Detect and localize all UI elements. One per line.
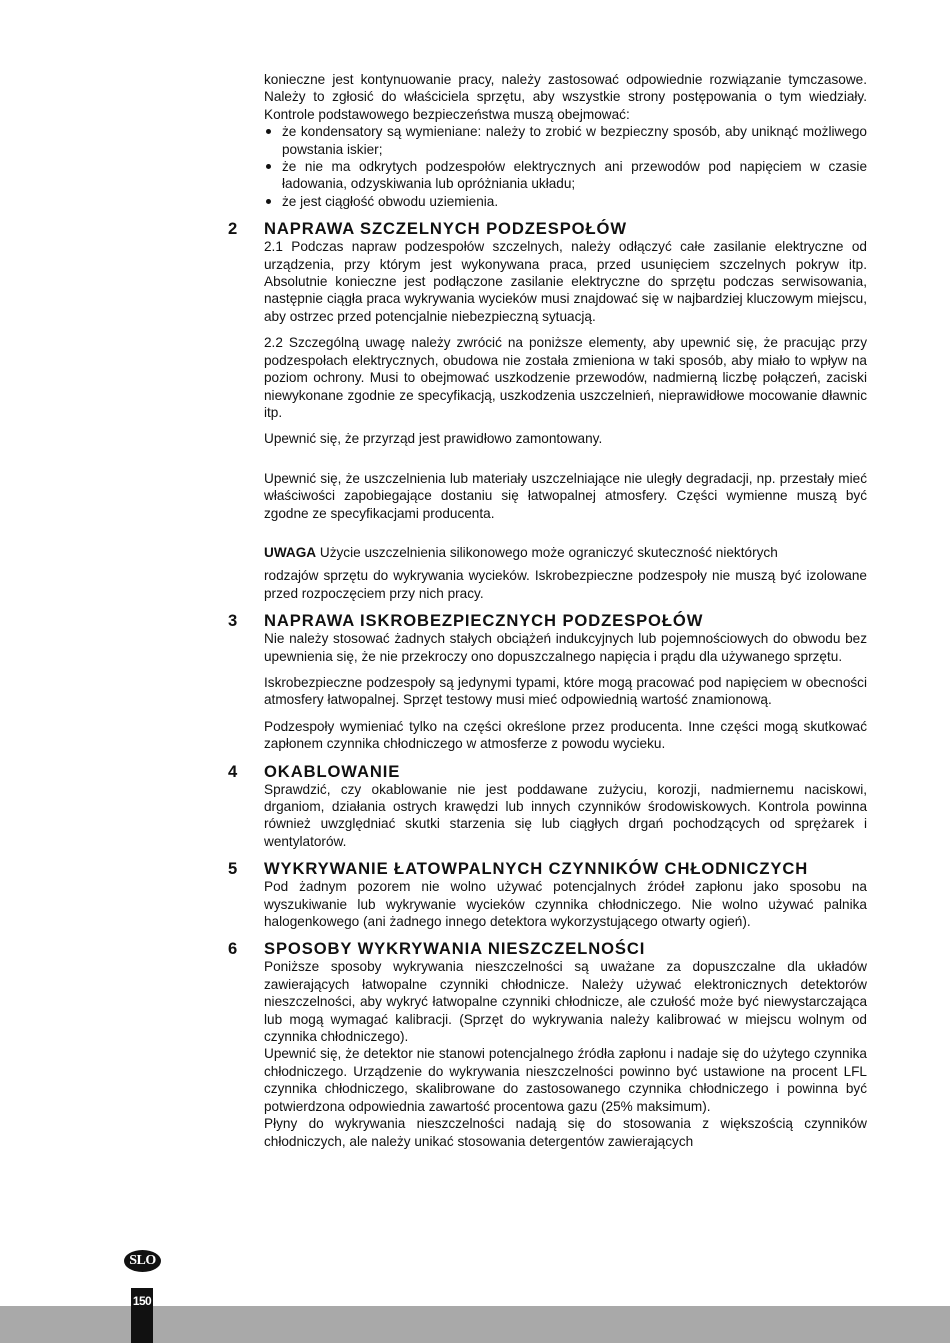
section-paragraph: Upewnić się, że uszczelnienia lub materiały uszczelniające nie uległy degradacji, np. przestały mieć właściwości zapobiegające dostaniu się łatwopalnej atmosfery. Części wymienne muszą być zgodne ze specyfikacjami producenta. [264,470,867,521]
section-number: 6 [228,939,238,959]
section-title: NAPRAWA ISKROBEZPIECZNYCH PODZESPOŁÓW [264,611,704,631]
note-paragraph [264,544,867,561]
intro-paragraph: konieczne jest kontynuowanie pracy, należy zastosować odpowiednie rozwiązanie tymczasowe. Należy to zgłosić do właściciela sprzętu, aby wszystkie strony postępowania o tym wiedziały. Kontrole podstawowego bezpieczeństwa muszą obejmować: [264,72,867,122]
page-number: 150 [132,1294,152,1308]
section-number: 5 [228,859,238,879]
note-continuation: rodzajów sprzętu do wykrywania wycieków. Iskrobezpieczne podzespoły nie muszą być izolowane przed rozpoczęciem przy nich pracy. [264,568,867,601]
section-paragraph: 2.1 Podczas napraw podzespołów szczelnych, należy odłączyć całe zasilanie elektryczne od urządzenia, przy którym jest wykonywana praca, przed usunięciem szczelnych pokryw itp. Absolutnie konieczne jest podłączone zasilanie elektryczne do sprzętu podczas serwisowania, następnie ciągła praca wykrywania wycieków musi znajdować się w najbardziej kluczowym miejscu, aby ostrzec przed potencjalnie niebezpieczną sytuacją. [264,239,867,324]
intro-bullet-list [264,123,867,210]
section-number: 3 [228,611,238,631]
section-heading-2 [228,219,867,239]
section-paragraph: Upewnić się, że detektor nie stanowi potencjalnego źródła zapłonu i nadaje się do użytego czynnika chłodniczego. Urządzenie do wykrywania nieszczelności powinno być ustawione na procent LFL czynnika chłodniczego, skalibrowane do zastosowanego czynnika chłodniczego i powinna być potwierdzona odpowiednia zawartość procentowa gazu (25% maksimum). [264,1046,867,1114]
language-badge: SLO [124,1250,161,1272]
section-paragraph: Sprawdzić, czy okablowanie nie jest poddawane zużyciu, korozji, nadmiernemu naciskowi, drganiom, działania ostrych krawędzi lub innych czynników środowiskowych. Kontrola powinna również uwzględniać skutki starzenia się lub ciągłych drgań pochodzących od sprężarek i wentylatorów. [264,781,867,849]
document-body [228,71,867,1150]
section-paragraph: Iskrobezpieczne podzespoły są jedynymi typami, które mogą pracować pod napięciem w obecności atmosfery łatwopalnej. Sprzęt testowy musi mieć odpowiednią wartość znamionową. [264,674,867,708]
section-paragraph: Upewnić się, że przyrząd jest prawidłowo zamontowany. [264,431,603,447]
section-paragraph: Płyny do wykrywania nieszczelności nadają się do stosowania z większością czynników chłodniczych, ale należy unikać stosowania detergentów zawierających [264,1116,867,1149]
section-title: OKABLOWANIE [264,761,401,781]
note-text: Użycie uszczelnienia silikonowego może ograniczyć skuteczność niektórych [319,544,778,560]
bullet-item: że kondensatory są wymieniane: należy to zrobić w bezpieczny sposób, aby uniknąć możliwego powstania iskier; [264,123,867,158]
section-title: NAPRAWA SZCZELNYCH PODZESPOŁÓW [264,219,627,239]
section-paragraph: 2.2 Szczególną uwagę należy zwrócić na poniższe elementy, aby upewnić się, że pracując przy podzespołach elektrycznych, obudowa nie została zmieniona w taki sposób, aby miało to wpływ na poziom ochrony. Musi to obejmować uszkodzenie przewodów, nadmierną liczbę połączeń, zaciski niewykonane zgodnie ze specyfikacją, uszkodzenia uszczelnień, nieprawidłowe mocowanie dławnic itp. [264,335,867,420]
section-paragraph: Nie należy stosować żadnych stałych obciążeń indukcyjnych lub pojemnościowych do obwodu bez upewnienia się, że nie przekroczy ono dopuszczalnego napięcia i prądu dla używanego sprzętu. [264,631,867,664]
section-title: WYKRYWANIE ŁATOWPALNYCH CZYNNIKÓW CHŁODNICZYCH [264,859,809,879]
section-heading-4 [228,761,867,781]
bullet-item: że jest ciągłość obwodu uziemienia. [264,193,867,210]
section-heading-6 [228,939,867,959]
section-heading-5 [228,859,867,879]
section-number: 2 [228,219,238,239]
section-paragraph: Pod żadnym pozorem nie wolno używać potencjalnych źródeł zapłonu jako sposobu na wyszukiwanie lub wykrywanie wycieków czynnika chłodniczego. Nie wolno używać palnika halogenkowego (ani żadnego innego detektora wykorzystującego otwarty ogień). [264,879,867,930]
section-paragraph: Poniższe sposoby wykrywania nieszczelności są uważane za dopuszczalne dla układów zawierających łatwopalne czynniki chłodnicze. Należy używać elektronicznych detektorów nieszczelności, aby wykryć łatwopalne czynniki chłodnicze, ale czułość może być niewystarczająca lub mogą wymagać kalibracji. (Sprzęt do wykrywania należy kalibrować w miejscu wolnym od czynnika chłodniczego). [264,959,867,1045]
section-heading-3 [228,611,867,631]
section-number: 4 [228,761,238,781]
section-title: SPOSOBY WYKRYWANIA NIESZCZELNOŚCI [264,939,646,959]
note-label: UWAGA [264,544,317,560]
section-paragraph: Podzespoły wymieniać tylko na części określone przez producenta. Inne części mogą skutkować zapłonem czynnika chłodniczego w atmosferze z powodu wycieku. [264,718,867,752]
bullet-item: że nie ma odkrytych podzespołów elektrycznych ani przewodów pod napięciem w czasie ładowania, odzyskiwania lub opróżniania układu; [264,158,867,193]
